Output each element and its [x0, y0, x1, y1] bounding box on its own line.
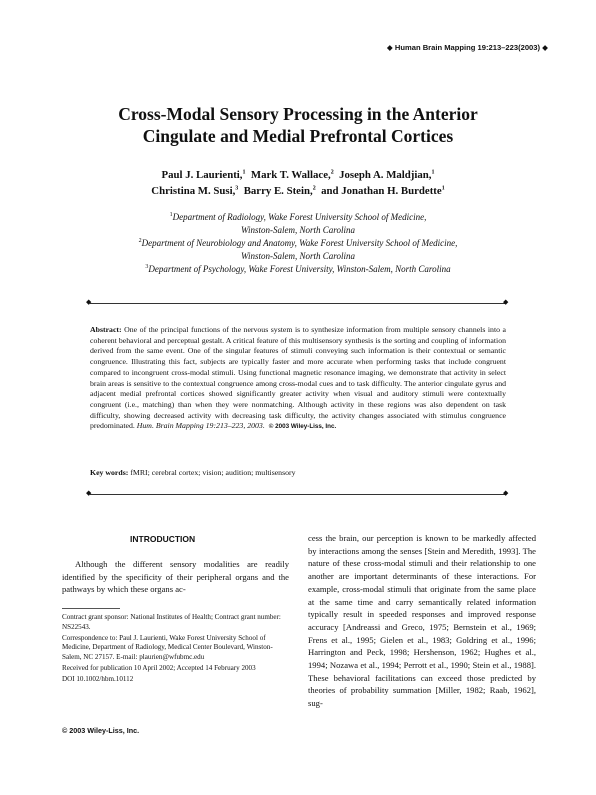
diamond-icon: ◆: [386, 43, 393, 52]
running-header: [387, 43, 548, 52]
footer-copyright: © 2003 Wiley-Liss, Inc.: [62, 726, 140, 735]
abstract-citation: Hum. Brain Mapping 19:213–223, 2003.: [136, 421, 265, 431]
diamond-icon: ◆: [542, 43, 548, 52]
abstract-label: Abstract:: [90, 325, 122, 334]
body-text-left: Although the different sensory modalities are readily identified by the specificity of their peripheral organs and the pathways by which these organs ac-: [62, 559, 289, 595]
affiliation: $^3$Department of Psychology, Wake Forest University, Winston-Salem, North Carolina: [145, 264, 451, 274]
diamond-icon: ◆: [86, 298, 92, 306]
divider: [90, 303, 506, 304]
abstract-text: One of the principal functions of the nervous system is to synthesize information from multiple sensory channels into a coherent behavioral and perceptual gestalt. A critical feature of this multisensory synthesis is the sorting and coupling of information derived from the same event. One of the singular features of stimuli conveying such information is their contextual or semantic congruence. Illustrating this fact, subjects are typically faster and more accurate when performing tasks that include congruent compared to incongruent cross-modal stimuli. Using functional magnetic resonance imaging, we demonstrate that activity in select brain areas is sensitive to the contextual congruence among cross-modal cues and to task difficulty. The anterior cingulate gyrus and adjacent medial prefrontal cortices showed significantly greater activity when visual and auditory stimuli were contextually congruent (i.e., matching) than when they were nonmatching. Although activity in these regions was also dependent on task difficulty, showing decreased activity with decreasing task difficulty, the activity changes associated with stimulus congruence predominated.: [90, 325, 507, 431]
author-list: Christina M. Susi,$^3$ Barry E. Stein,$^2$ and Jonathan H. Burdette$^1$: [151, 185, 445, 197]
footnote: DOI 10.1002/hbm.10112: [62, 674, 134, 683]
affiliation: $^2$Department of Neurobiology and Anatomy, Wake Forest University School of Medicine, Winston-Salem, North Carolina: [138, 238, 458, 261]
article-title: [0, 103, 596, 147]
keywords-label: Key words:: [90, 468, 129, 477]
footnotes: [62, 613, 291, 686]
author-name: Joseph A. Maldjian,: [339, 169, 432, 181]
keywords-text: fMRI; cerebral cortex; vision; audition; multisensory: [130, 468, 296, 477]
diamond-icon: ◆: [503, 298, 509, 306]
author-name: Christina M. Susi,: [151, 185, 236, 197]
section-heading: INTRODUCTION: [130, 534, 196, 544]
author-name: Barry E. Stein,: [243, 185, 313, 197]
footnote-divider: [62, 608, 120, 609]
author-name: Paul J. Laurienti,: [161, 169, 243, 181]
keywords: [90, 468, 296, 477]
diamond-icon: ◆: [503, 489, 509, 497]
author-name: and Jonathan H. Burdette: [321, 185, 442, 197]
author-name: Mark T. Wallace,: [250, 169, 331, 181]
footnote: Received for publication 10 April 2002; Accepted 14 February 2003: [62, 663, 256, 672]
abstract-copyright: © 2003 Wiley-Liss, Inc.: [268, 423, 337, 431]
diamond-icon: ◆: [86, 489, 92, 497]
author-list: Paul J. Laurienti,$^1$ Mark T. Wallace,$^2$ Joseph A. Maldjian,$^1$: [161, 169, 435, 181]
affiliation: $^1$Department of Radiology, Wake Forest University School of Medicine, Winston-Salem, North Carolina: [169, 212, 427, 235]
body-text-right: cess the brain, our perception is known to be markedly affected by interactions among the senses [Stein and Meredith, 1993]. The nature of these cross-modal stimuli and their relationship to one another are important determinants of these interactions. For example, cross-modal stimuli that originate from the same place at the same time and carry semantically related information typically result in speeded responses and improved response accuracy [Andreassi and Greco, 1975; Bernstein et al., 1969; Frens et al., 1995; Gielen et al., 1983; Goldring et al., 1996; Harrington and Peck, 1998; Hershenson, 1962; Hughes et al., 1994; Nozawa et al., 1994; Perrott et al., 1990; Stein et al., 1988]. These behavioral facilitations can exceed those predicted by theories of probability summation [Miller, 1982; Raab, 1962], sug-: [308, 533, 536, 709]
title-line: Cross-Modal Sensory Processing in the Anterior: [118, 104, 478, 124]
abstract: [90, 325, 506, 433]
journal-citation: Human Brain Mapping 19:213–223(2003): [394, 43, 541, 52]
divider: [90, 494, 506, 495]
footnote: Correspondence to: Paul J. Laurienti, Wake Forest University School of Medicine, Department of Radiology, Medical Center Boulevard, Winston-Salem, NC 27157. E-mail: plaurien@wfubmc.edu: [62, 633, 273, 662]
footnote: Contract grant sponsor: National Institutes of Health; Contract grant number: NS22543.: [62, 613, 281, 631]
title-line: Cingulate and Medial Prefrontal Cortices: [142, 126, 454, 146]
